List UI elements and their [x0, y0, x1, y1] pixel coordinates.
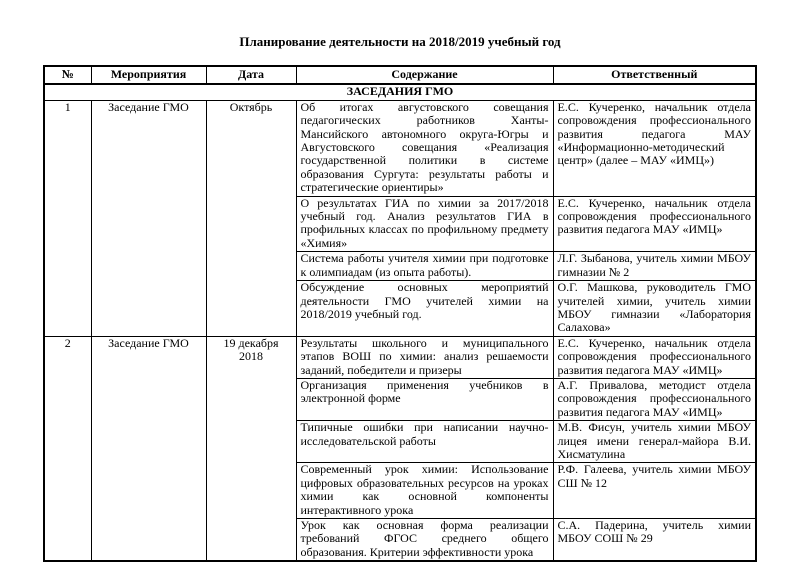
responsible-cell: Е.С. Кучеренко, начальник отдела сопровождения профессионального развития педагога МАУ «Информационно-методический центр» (далее – МАУ «ИМЦ»)	[553, 100, 756, 196]
content-cell: Современный урок химии: Использование цифровых образовательных ресурсов на уроках химии как основной компоненты интерактивного урока	[296, 463, 553, 519]
responsible-cell: Е.С. Кучеренко, начальник отдела сопровождения профессионального развития педагога МАУ «ИМЦ»	[553, 336, 756, 378]
responsible-cell: Е.С. Кучеренко, начальник отдела сопровождения профессионального развития педагога МАУ «ИМЦ»	[553, 196, 756, 252]
section-row	[44, 84, 756, 100]
header-date: Дата	[206, 66, 296, 84]
responsible-cell: Л.Г. Зыбанова, учитель химии МБОУ гимназии № 2	[553, 252, 756, 281]
responsible-cell: М.В. Фисун, учитель химии МБОУ лицея имени генерал-майора В.И. Хисматулина	[553, 421, 756, 463]
header-events: Мероприятия	[91, 66, 206, 84]
planning-table	[43, 65, 757, 562]
responsible-cell: О.Г. Машкова, руководитель ГМО учителей химии, учитель химии МБОУ гимназии «Лаборатория Салахова»	[553, 281, 756, 337]
content-cell: Организация применения учебников в электронной форме	[296, 378, 553, 420]
content-cell: Обсуждение основных мероприятий деятельности ГМО учителей химии на 2018/2019 учебный год.	[296, 281, 553, 337]
date-cell: Октябрь	[206, 100, 296, 336]
header-content: Содержание	[296, 66, 553, 84]
row-number-cell: 2	[44, 336, 91, 561]
date-cell: 19 декабря 2018	[206, 336, 296, 561]
table-row	[44, 336, 756, 378]
content-cell: Результаты школьного и муниципального этапов ВОШ по химии: анализ решаемости заданий, победители и призеры	[296, 336, 553, 378]
row-number-cell: 1	[44, 100, 91, 336]
content-cell: О результатах ГИА по химии за 2017/2018 учебный год. Анализ результатов ГИА в профильных классах по профильному предмету «Химия»	[296, 196, 553, 252]
header-responsible: Ответственный	[553, 66, 756, 84]
content-cell: Типичные ошибки при написании научно-исследовательской работы	[296, 421, 553, 463]
content-cell: Урок как основная форма реализации требований ФГОС среднего общего образования. Критерии эффективности урока	[296, 519, 553, 562]
section-header: ЗАСЕДАНИЯ ГМО	[44, 84, 756, 100]
responsible-cell: Р.Ф. Галеева, учитель химии МБОУ СШ № 12	[553, 463, 756, 519]
page-title: Планирование деятельности на 2018/2019 учебный год	[239, 34, 561, 49]
responsible-cell: А.Г. Привалова, методист отдела сопровождения профессионального развития педагога МАУ «ИМЦ»	[553, 378, 756, 420]
responsible-cell: С.А. Падерина, учитель химии МБОУ СОШ № 29	[553, 519, 756, 562]
event-cell: Заседание ГМО	[91, 336, 206, 561]
header-number: №	[44, 66, 91, 84]
event-cell: Заседание ГМО	[91, 100, 206, 336]
content-cell: Система работы учителя химии при подготовке к олимпиадам (из опыта работы).	[296, 252, 553, 281]
table-row	[44, 100, 756, 196]
content-cell: Об итогах августовского совещания педагогических работников Ханты-Мансийского автономного округа-Югры и Августовского совещания «Реализация государственной политики в системе образования Сургута: результаты работы и стратегические ориентиры»	[296, 100, 553, 196]
table-header-row	[44, 66, 756, 84]
